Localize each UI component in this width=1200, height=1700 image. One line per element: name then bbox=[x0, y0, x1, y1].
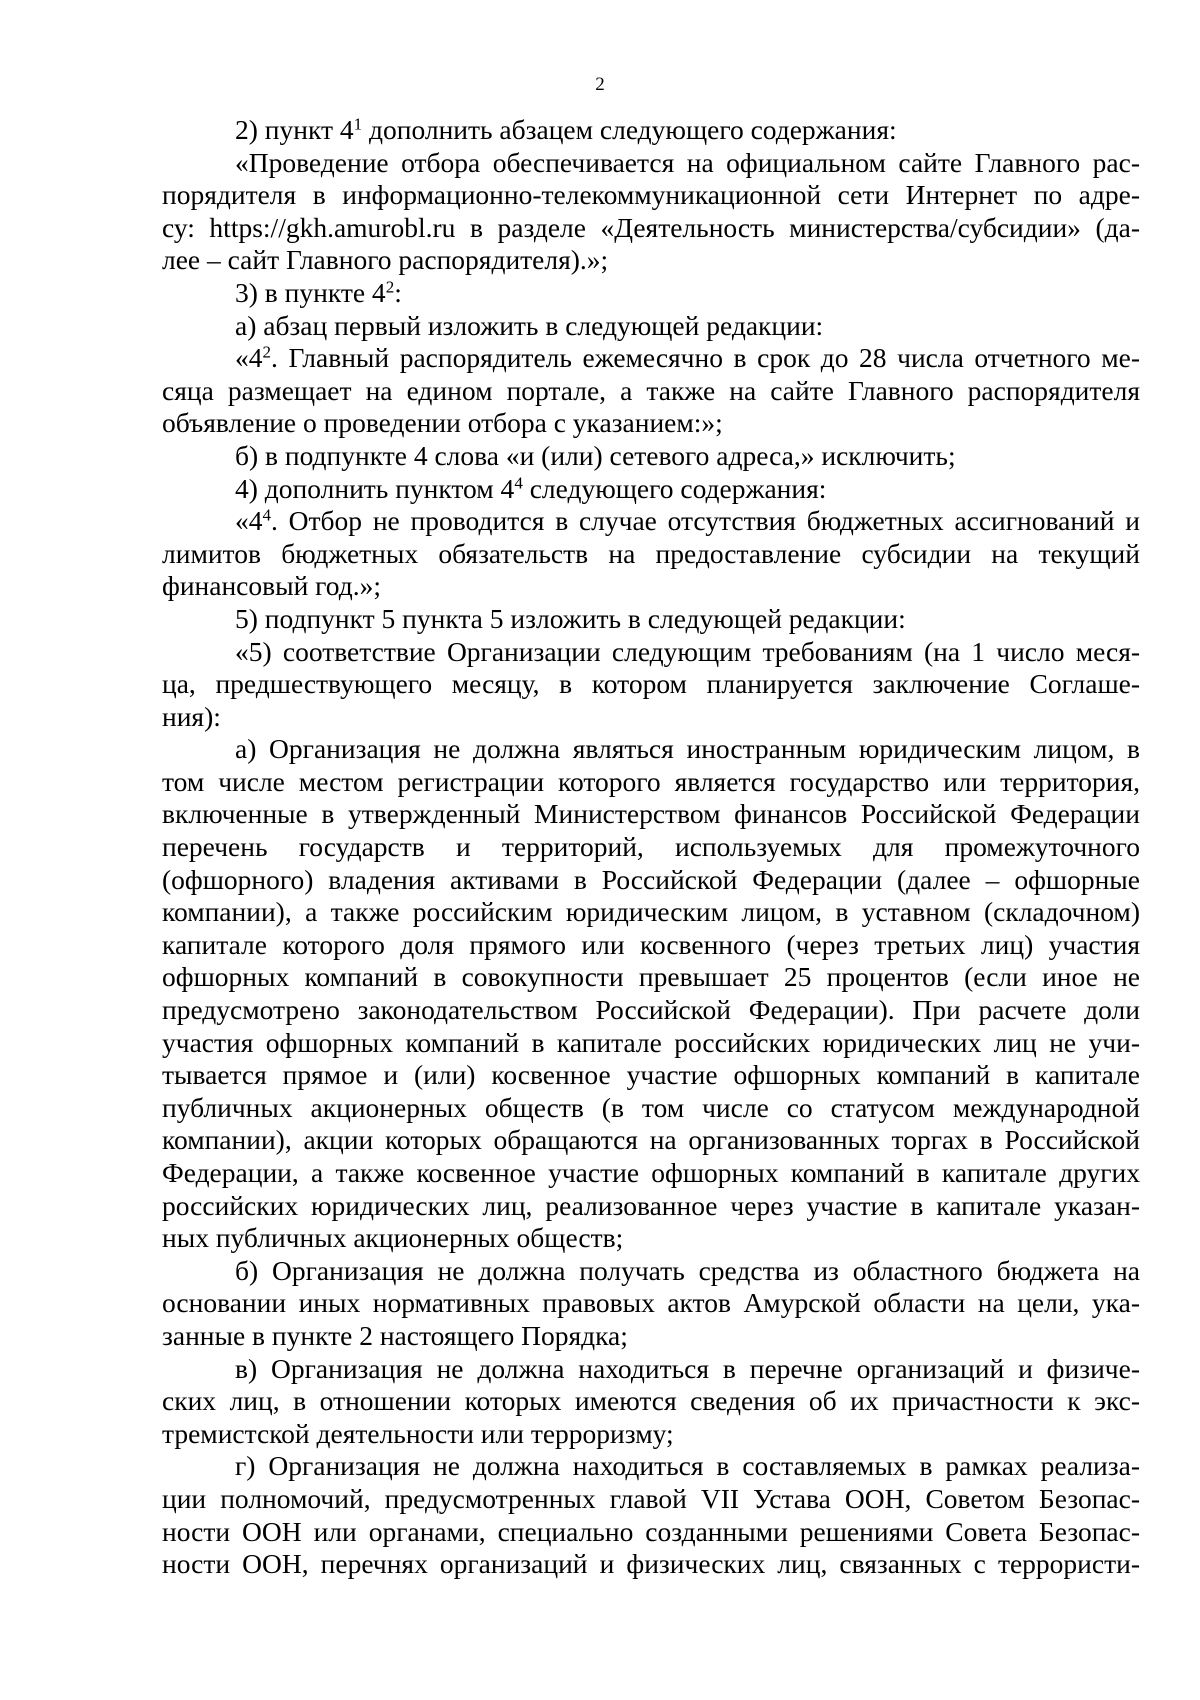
text-fragment: публичных акционерных обществ (в том числе со статусом международной bbox=[162, 1091, 1140, 1123]
text-fragment: тремистской деятельности или терроризму; bbox=[162, 1417, 674, 1449]
text-line bbox=[162, 1516, 1140, 1549]
text-fragment: а) Организация не должна являться иностранным юридическим лицом, в bbox=[235, 733, 1140, 765]
document-body bbox=[162, 114, 1140, 1581]
text-line bbox=[162, 1092, 1140, 1125]
superscript: 4 bbox=[514, 473, 523, 493]
superscript: 2 bbox=[262, 342, 272, 362]
text-fragment: следующего содержания: bbox=[522, 472, 827, 504]
text-fragment: ности ООН, перечнях организаций и физических лиц, связанных с террористи- bbox=[162, 1548, 1140, 1580]
text-fragment: российских юридических лиц, реализованное через участие в капитале указан- bbox=[162, 1189, 1140, 1221]
text-fragment: . Отбор не проводится в случае отсутствия бюджетных ассигнований и bbox=[271, 505, 1140, 537]
text-line bbox=[162, 473, 1140, 506]
text-line bbox=[162, 114, 1140, 147]
text-fragment: ции полномочий, предусмотренных главой VII Устава ООН, Советом Безопас- bbox=[162, 1482, 1140, 1514]
text-line bbox=[162, 1190, 1140, 1223]
text-line bbox=[162, 342, 1140, 375]
text-line bbox=[162, 636, 1140, 669]
text-fragment: лее – сайт Главного распорядителя).»; bbox=[162, 244, 609, 276]
text-line bbox=[162, 864, 1140, 897]
text-fragment: капитале которого доля прямого или косвенного (через третьих лиц) участия bbox=[162, 928, 1140, 960]
text-line bbox=[162, 538, 1140, 571]
text-line bbox=[162, 1385, 1140, 1418]
text-fragment: сяца размещает на едином портале, а также на сайте Главного распорядителя bbox=[162, 374, 1140, 406]
text-fragment: «5) соответствие Организации следующим требованиям (на 1 число меся- bbox=[235, 635, 1140, 667]
text-fragment: финансовый год.»; bbox=[162, 570, 381, 602]
text-fragment: Федерации, а также косвенное участие офшорных компаний в капитале других bbox=[162, 1157, 1140, 1188]
text-fragment: занные в пункте 2 настоящего Порядка; bbox=[162, 1319, 628, 1351]
text-fragment: дополнить абзацем следующего содержания: bbox=[362, 114, 897, 145]
text-fragment: «4 bbox=[235, 342, 263, 374]
text-fragment: ских лиц, в отношении которых имеются сведения об их причастности к экс- bbox=[162, 1385, 1140, 1417]
text-fragment: лимитов бюджетных обязательств на предоставление субсидии на текущий bbox=[162, 537, 1140, 569]
text-line bbox=[162, 831, 1140, 864]
text-line bbox=[162, 701, 1140, 734]
text-line bbox=[162, 603, 1140, 636]
text-fragment: объявление о проведении отбора с указанием:»; bbox=[162, 407, 723, 439]
text-line bbox=[162, 1418, 1140, 1451]
superscript: 2 bbox=[385, 277, 395, 297]
text-line bbox=[162, 961, 1140, 994]
text-fragment: тывается прямое и (или) косвенное участие офшорных компаний в капитале bbox=[162, 1059, 1140, 1091]
text-line bbox=[162, 1287, 1140, 1320]
text-fragment: порядителя в информационно-телекоммуникационной сети Интернет по адре- bbox=[162, 179, 1140, 211]
text-line bbox=[162, 179, 1140, 212]
text-line bbox=[162, 1059, 1140, 1092]
text-line bbox=[162, 994, 1140, 1027]
text-line bbox=[162, 733, 1140, 766]
text-line bbox=[162, 147, 1140, 180]
page-number: 2 bbox=[595, 74, 605, 95]
text-line bbox=[162, 244, 1140, 277]
text-line bbox=[162, 896, 1140, 929]
text-line bbox=[162, 929, 1140, 962]
text-line bbox=[162, 1450, 1140, 1483]
text-fragment: ца, предшествующего месяцу, в котором планируется заключение Соглаше- bbox=[162, 668, 1140, 700]
text-line bbox=[162, 1320, 1140, 1353]
text-line bbox=[162, 1124, 1140, 1157]
text-line bbox=[162, 212, 1140, 245]
text-fragment: 2) пункт 4 bbox=[235, 114, 354, 145]
text-fragment: : bbox=[394, 276, 402, 308]
text-line bbox=[162, 1222, 1140, 1255]
text-fragment: включенные в утвержденный Министерством финансов Российской Федерации bbox=[162, 798, 1140, 830]
text-line bbox=[162, 375, 1140, 408]
text-line bbox=[162, 310, 1140, 343]
text-line bbox=[162, 1255, 1140, 1288]
text-fragment: б) Организация не должна получать средства из областного бюджета на bbox=[235, 1254, 1140, 1286]
text-fragment: 5) подпункт 5 пункта 5 изложить в следующей редакции: bbox=[235, 602, 906, 634]
text-fragment: 4) дополнить пунктом 4 bbox=[235, 472, 515, 504]
text-line bbox=[162, 668, 1140, 701]
text-fragment: г) Организация не должна находиться в составляемых в рамках реализа- bbox=[235, 1450, 1140, 1482]
text-fragment: ных публичных акционерных обществ; bbox=[162, 1222, 624, 1254]
text-fragment: су: https://gkh.amurobl.ru в разделе «Деятельность министерства/субсидии» (да- bbox=[162, 211, 1140, 243]
text-line bbox=[162, 766, 1140, 799]
text-fragment: ности ООН или органами, специально созданными решениями Совета Безопас- bbox=[162, 1515, 1140, 1547]
text-line bbox=[162, 407, 1140, 440]
text-fragment: участия офшорных компаний в капитале российских юридических лиц не учи- bbox=[162, 1026, 1140, 1058]
text-fragment: перечень государств и территорий, используемых для промежуточного bbox=[162, 831, 1140, 863]
text-fragment: офшорных компаний в совокупности превышает 25 процентов (если иное не bbox=[162, 961, 1140, 993]
superscript: 4 bbox=[262, 505, 272, 525]
text-line bbox=[162, 1548, 1140, 1581]
text-fragment: «Проведение отбора обеспечивается на официальном сайте Главного рас- bbox=[235, 146, 1140, 178]
text-fragment: ния): bbox=[162, 700, 221, 732]
text-fragment: а) абзац первый изложить в следующей редакции: bbox=[235, 309, 824, 341]
text-fragment: (офшорного) владения активами в Российской Федерации (далее – офшорные bbox=[162, 863, 1140, 895]
text-line bbox=[162, 1483, 1140, 1516]
text-fragment: . Главный распорядитель ежемесячно в срок до 28 числа отчетного ме- bbox=[271, 342, 1140, 374]
text-fragment: предусмотрено законодательством Российской Федерации). При расчете доли bbox=[162, 994, 1140, 1026]
text-fragment: компании), а также российским юридическим лицом, в уставном (складочном) bbox=[162, 896, 1140, 928]
text-fragment: б) в подпункте 4 слова «и (или) сетевого адреса,» исключить; bbox=[235, 439, 956, 471]
text-line bbox=[162, 1353, 1140, 1386]
text-line bbox=[162, 277, 1140, 310]
text-fragment: в) Организация не должна находиться в перечне организаций и физиче- bbox=[235, 1352, 1140, 1384]
text-line bbox=[162, 798, 1140, 831]
text-fragment: том числе местом регистрации которого является государство или территория, bbox=[162, 765, 1140, 797]
text-fragment: 3) в пункте 4 bbox=[235, 276, 386, 308]
text-line bbox=[162, 570, 1140, 603]
text-line bbox=[162, 440, 1140, 473]
text-fragment: «4 bbox=[235, 505, 263, 537]
text-line bbox=[162, 1027, 1140, 1060]
text-line bbox=[162, 505, 1140, 538]
superscript: 1 bbox=[353, 114, 363, 134]
text-fragment: основании иных нормативных правовых актов Амурской области на цели, ука- bbox=[162, 1287, 1140, 1319]
text-line bbox=[162, 1157, 1140, 1190]
text-fragment: компании), акции которых обращаются на организованных торгах в Российской bbox=[162, 1124, 1140, 1156]
